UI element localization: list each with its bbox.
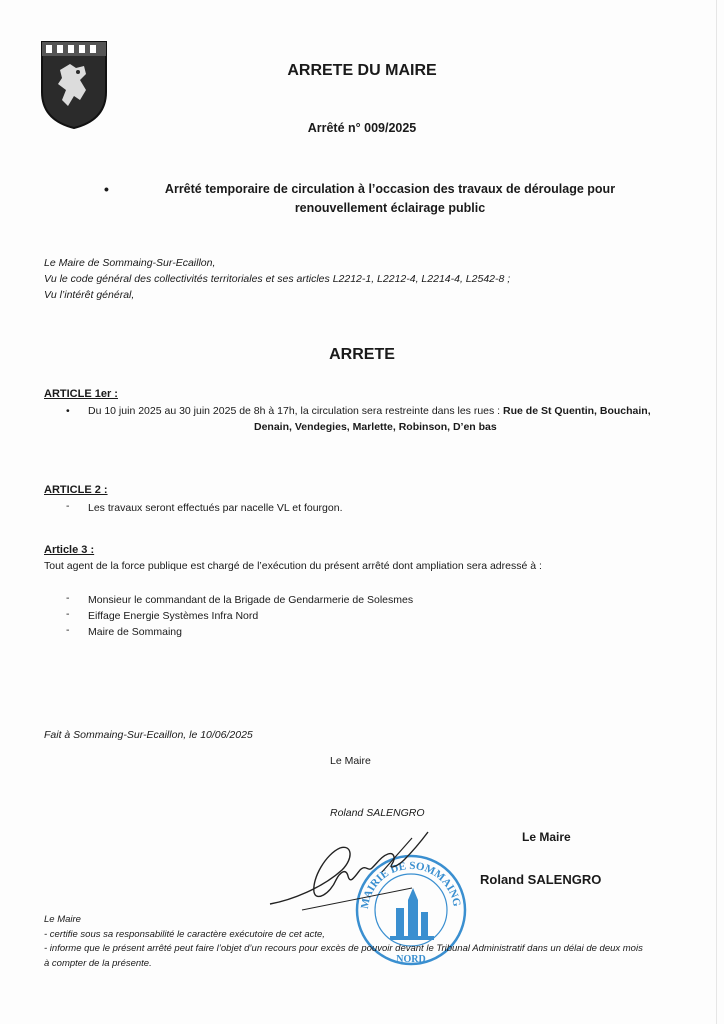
recipient-item: Monsieur le commandant de la Brigade de Gendarmerie de Solesmes — [88, 594, 414, 606]
article-1-text — [88, 403, 688, 419]
svg-text:NORD: NORD — [396, 954, 426, 965]
dash: - — [66, 608, 70, 620]
arrete-subject: Arrêté temporaire de circulation à l’occasion des travaux de déroulage pour renouvellement éclairage public — [164, 182, 616, 215]
dash: - — [66, 624, 70, 636]
article-1-streets: Rue de St Quentin, Bouchain, — [503, 405, 651, 417]
article-3-label: Article 3 : — [44, 544, 95, 556]
preamble-line: Vu le code général des collectivités territoriales et ses articles L2212-1, L2212-4, L2214-4, L2542-8 ; — [44, 273, 511, 285]
footer-notice — [44, 913, 684, 971]
coat-of-arms-logo — [40, 40, 108, 130]
recipient-item: Maire de Sommaing — [88, 626, 182, 638]
article-2-text: Les travaux seront effectués par nacelle VL et fourgon. — [88, 502, 343, 514]
article-1-intro: Du 10 juin 2025 au 30 juin 2025 de 8h à 17h, la circulation sera restreinte dans les rues : — [88, 405, 504, 417]
preamble-line: Vu l’intérêt général, — [44, 289, 135, 301]
signer-role-stamp: Le Maire — [522, 830, 571, 844]
footer-line: - informe que le présent arrêté peut faire l’objet d’un recours pour excès de pouvoir devant le Tribunal Administratif dans un délai de deux mois — [44, 943, 643, 954]
footer-line: à compter de la présente. — [44, 957, 152, 969]
preamble-line: Le Maire de Sommaing-Sur-Ecaillon, — [44, 257, 216, 269]
signer-name-stamp: Roland SALENGRO — [480, 872, 602, 887]
footer-line: - certifie sous sa responsabilité le caractère exécutoire de cet acte, — [44, 928, 325, 940]
article-3-text: Tout agent de la force publique est chargé de l’exécution du présent arrêté dont ampliation sera adressé à : — [44, 560, 542, 572]
recipient-item: Eiffage Energie Systèmes Infra Nord — [88, 610, 259, 622]
article-1-label: ARTICLE 1er : — [44, 388, 118, 400]
subject-bullet: • — [104, 181, 109, 197]
footer-line: Le Maire — [44, 914, 81, 925]
dash: - — [66, 500, 70, 512]
signer-name: Roland SALENGRO — [330, 807, 425, 819]
signer-role: Le Maire — [330, 755, 371, 767]
page-edge-line — [716, 0, 717, 1024]
article-1-bullet: • — [66, 405, 70, 417]
preamble — [44, 255, 664, 303]
handwritten-signature — [262, 818, 432, 918]
article-2-label: ARTICLE 2 : — [44, 484, 108, 496]
place-date: Fait à Sommaing-Sur-Ecaillon, le 10/06/2025 — [44, 729, 253, 741]
page-title: ARRETE DU MAIRE — [287, 62, 437, 79]
dash: - — [66, 592, 70, 604]
svg-text:MAIRIE DE SOMMAING: MAIRIE DE SOMMAING — [358, 859, 463, 910]
arrete-heading: ARRETE — [329, 346, 395, 363]
arrete-number: Arrêté n° 009/2025 — [307, 121, 417, 135]
article-1-streets-cont: Denain, Vendegies, Marlette, Robinson, D’en bas — [254, 421, 497, 433]
